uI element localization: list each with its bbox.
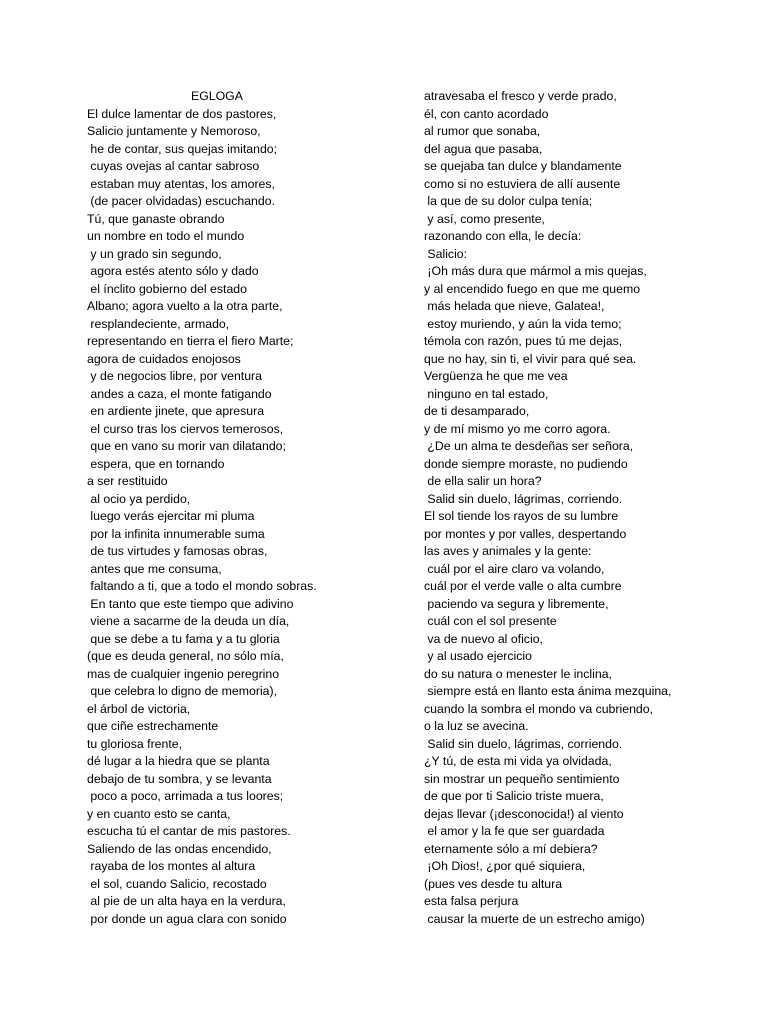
verse-line: el amor y la fe que ser guardada	[424, 824, 605, 838]
verse-line: El dulce lamentar de dos pastores,	[87, 106, 277, 121]
verse-line: por montes y por valles, despertando	[424, 526, 627, 541]
verse-line: (que es deuda general, no sólo mía,	[87, 649, 284, 663]
verse-line: (pues ves desde tu altura	[424, 876, 563, 891]
verse-line: de que por ti Salicio triste muera,	[424, 789, 604, 803]
verse-line: Salicio juntamente y Nemoroso,	[87, 124, 261, 138]
verse-line: paciendo va segura y libremente,	[424, 596, 609, 611]
verse-line: y al encendido fuego en que me quemo	[424, 281, 641, 296]
verse-line: mas de cualquier ingenio peregrino	[87, 666, 280, 681]
verse-line: el árbol de victoria,	[87, 701, 191, 716]
verse-line: Tú, que ganaste obrando	[87, 211, 225, 226]
verse-line: al pie de un alta haya en la verdura,	[87, 894, 286, 908]
verse-line: Saliendo de las ondas encendido,	[87, 841, 272, 856]
verse-line: andes a caza, el monte fatigando	[87, 386, 272, 401]
verse-line: Salid sin duelo, lágrimas, corriendo.	[424, 491, 623, 506]
verse-line: témola con razón, pues tú me dejas,	[424, 334, 623, 348]
verse-line: dejas llevar (¡desconocida!) al viento	[424, 806, 624, 821]
verse-line: al rumor que sonaba,	[424, 124, 541, 138]
verse-line: Vergüenza he que me vea	[424, 369, 568, 383]
verse-line: esta falsa perjura	[424, 894, 519, 908]
verse-line: escucha tú el cantar de mis pastores.	[87, 824, 291, 838]
verse-line: de ella salir un hora?	[424, 474, 542, 488]
verse-line: que celebra lo digno de memoria),	[87, 684, 278, 698]
verse-line: y al usado ejercicio	[424, 649, 532, 663]
verse-line: atravesaba el fresco y verde prado,	[424, 89, 617, 103]
verse-line: antes que me consuma,	[87, 561, 222, 576]
verse-line: el sol, cuando Salicio, recostado	[87, 876, 267, 891]
verse-line: tu gloriosa frente,	[87, 736, 183, 751]
verse-line: que ciñe estrechamente	[87, 719, 219, 733]
verse-line: que se debe a tu fama y a tu gloria	[87, 631, 280, 646]
verse-line: representando en tierra el fiero Marte;	[87, 334, 294, 348]
verse-line: cuál por el verde valle o alta cumbre	[424, 579, 622, 593]
verse-line: de ti desamparado,	[424, 404, 530, 418]
verse-line: a ser restituido	[87, 474, 168, 488]
verse-line: causar la muerte de un estrecho amigo)	[424, 911, 645, 926]
document-title: EGLOGA	[191, 89, 243, 103]
verse-line: dé lugar a la hiedra que se planta	[87, 754, 270, 768]
verse-line: do su natura o menester le inclina,	[424, 666, 612, 681]
verse-line: y así, como presente,	[424, 211, 545, 226]
verse-line: cuál por el aire claro va volando,	[424, 561, 605, 576]
verse-line: ¡Oh más dura que mármol a mis quejas,	[424, 264, 647, 278]
verse-line: el curso tras los ciervos temerosos,	[87, 421, 284, 436]
verse-line: debajo de tu sombra, y se levanta	[87, 771, 272, 786]
verse-line: va de nuevo al oficio,	[424, 631, 543, 646]
verse-line: (de pacer olvidadas) escuchando.	[87, 194, 275, 208]
verse-line: que no hay, sin ti, el vivir para qué sea.	[424, 351, 637, 366]
verse-line: la que de su dolor culpa tenía;	[424, 194, 593, 208]
verse-line: viene a sacarme de la deuda un día,	[87, 614, 290, 628]
verse-line: cuando la sombra el mondo va cubriendo,	[424, 701, 653, 716]
verse-line: por la infinita innumerable suma	[87, 526, 265, 541]
verse-line: siempre está en llanto esta ánima mezquina,	[424, 684, 672, 698]
verse-line: agora estés atento sólo y dado	[87, 264, 259, 278]
verse-line: un nombre en todo el mundo	[87, 229, 245, 243]
verse-line: estoy muriendo, y aún la vida temo;	[424, 316, 622, 331]
verse-line: y de mí mismo yo me corro agora.	[424, 421, 611, 436]
verse-line: las aves y animales y la gente:	[424, 544, 592, 558]
verse-line: y en cuanto esto se canta,	[87, 806, 231, 821]
verse-line: ¿De un alma te desdeñas ser señora,	[424, 439, 634, 453]
verse-line: Albano; agora vuelto a la otra parte,	[87, 299, 283, 313]
verse-line: eternamente sólo a mí debiera?	[424, 841, 598, 856]
verse-line: o la luz se avecina.	[424, 719, 529, 733]
right-column	[424, 88, 754, 928]
verse-line: y un grado sin segundo,	[87, 246, 222, 261]
verse-line: ¡Oh Dios!, ¿por qué siquiera,	[424, 859, 586, 873]
verse-line: más helada que nieve, Galatea!,	[424, 299, 605, 313]
verse-line: ¿Y tú, de esta mi vida ya olvidada,	[424, 754, 612, 768]
verse-line: sin mostrar un pequeño sentimiento	[424, 771, 620, 786]
verse-line: estaban muy atentas, los amores,	[87, 176, 275, 191]
verse-line: resplandeciente, armado,	[87, 316, 230, 331]
verse-line: de tus virtudes y famosas obras,	[87, 544, 268, 558]
verse-line: y de negocios libre, por ventura	[87, 369, 262, 383]
verse-line: se quejaba tan dulce y blandamente	[424, 159, 622, 173]
verse-line: Salid sin duelo, lágrimas, corriendo.	[424, 736, 623, 751]
verse-line: ninguno en tal estado,	[424, 386, 549, 401]
verse-line: poco a poco, arrimada a tus loores;	[87, 789, 284, 803]
verse-line: En tanto que este tiempo que adivino	[87, 596, 294, 611]
verse-line: he de contar, sus quejas imitando;	[87, 141, 278, 156]
verse-line: en ardiente jinete, que apresura	[87, 404, 265, 418]
verse-line: que en vano su morir van dilatando;	[87, 439, 286, 453]
verse-line: del agua que pasaba,	[424, 141, 543, 156]
verse-line: al ocio ya perdido,	[87, 491, 191, 506]
verse-line: el ínclito gobierno del estado	[87, 281, 247, 296]
verse-line: razonando con ella, le decía:	[424, 229, 582, 243]
verse-line: donde siempre moraste, no pudiendo	[424, 456, 628, 471]
verse-line: cuál con el sol presente	[424, 614, 557, 628]
verse-line: rayaba de los montes al altura	[87, 859, 256, 873]
verse-line: Salicio:	[424, 246, 468, 261]
verse-line: cuyas ovejas al cantar sabroso	[87, 159, 260, 173]
verse-line: faltando a ti, que a todo el mondo sobras.	[87, 579, 317, 593]
verse-line: El sol tiende los rayos de su lumbre	[424, 509, 619, 523]
verse-line: él, con canto acordado	[424, 106, 549, 121]
verse-line: luego verás ejercitar mi pluma	[87, 509, 255, 523]
verse-line: agora de cuidados enojosos	[87, 351, 241, 366]
verse-line: por donde un agua clara con sonido	[87, 911, 287, 926]
verse-line: espera, que en tornando	[87, 456, 225, 471]
left-column	[87, 88, 407, 928]
verse-line: como si no estuviera de allí ausente	[424, 176, 621, 191]
